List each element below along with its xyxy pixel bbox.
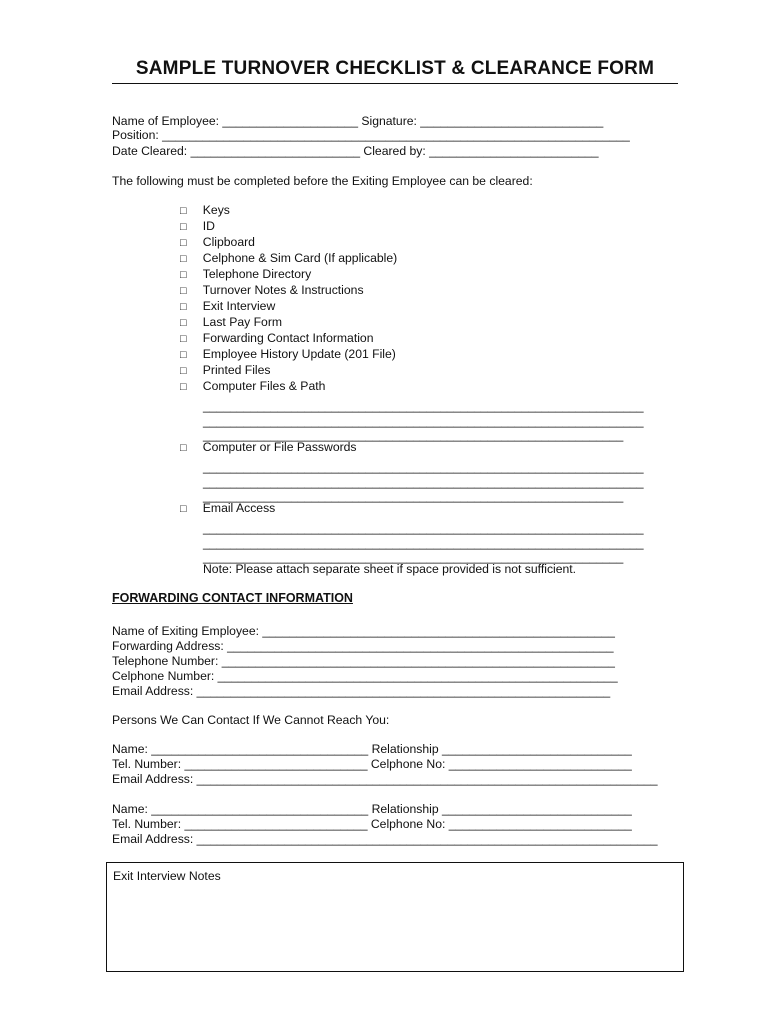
checklist-item[interactable] xyxy=(180,315,282,331)
checklist-intro: The following must be completed before the Exiting Employee can be cleared: xyxy=(112,174,533,188)
checklist-item[interactable] xyxy=(180,331,373,347)
forwarding-address-field[interactable]: Forwarding Address: _________________________________________________________ xyxy=(112,639,614,653)
computer-files-line[interactable]: _________________________________________________________________ xyxy=(203,399,644,413)
checklist-item[interactable] xyxy=(180,267,311,283)
checkbox-icon[interactable]: □ xyxy=(180,285,187,297)
checklist-item-label: Telephone Directory xyxy=(202,267,312,281)
date-cleared-field[interactable]: Date Cleared: _________________________ Cleared by: _________________________ xyxy=(112,144,599,158)
passwords-line[interactable]: _________________________________________________________________ xyxy=(203,460,644,474)
checkbox-icon[interactable]: □ xyxy=(180,442,187,454)
checklist-item-label: Printed Files xyxy=(202,363,271,377)
checklist-item[interactable] xyxy=(180,299,275,315)
contact1-name-relationship-field[interactable]: Name: ________________________________ Relationship ____________________________ xyxy=(112,742,632,756)
checkbox-icon[interactable]: □ xyxy=(180,503,187,515)
telephone-number-field[interactable]: Telephone Number: __________________________________________________________ xyxy=(112,654,615,668)
checklist-item-label: Forwarding Contact Information xyxy=(202,331,374,345)
checklist-item[interactable] xyxy=(180,219,215,235)
checklist-item-label: ID xyxy=(202,219,215,233)
contact1-email-field[interactable]: Email Address: ____________________________________________________________________ xyxy=(112,772,658,786)
contact1-tel-celphone-field[interactable]: Tel. Number: ___________________________ Celphone No: ___________________________ xyxy=(112,757,632,771)
email-address-field[interactable]: Email Address: _____________________________________________________________ xyxy=(112,684,611,698)
email-access-line[interactable]: ______________________________________________________________ xyxy=(203,550,624,564)
checklist-item-label: Turnover Notes & Instructions xyxy=(202,283,364,297)
employee-name-signature-field[interactable]: Name of Employee: ____________________ Signature: ___________________________ xyxy=(112,114,604,128)
checkbox-icon[interactable]: □ xyxy=(180,237,187,249)
contact2-tel-celphone-field[interactable]: Tel. Number: ___________________________ Celphone No: ___________________________ xyxy=(112,817,632,831)
email-access-line[interactable]: _________________________________________________________________ xyxy=(203,521,644,535)
checklist-item-label: Celphone & Sim Card (If applicable) xyxy=(202,251,398,265)
space-note: Note: Please attach separate sheet if space provided is not sufficient. xyxy=(203,562,577,576)
passwords-line[interactable]: ______________________________________________________________ xyxy=(203,489,624,503)
exit-interview-notes-box[interactable] xyxy=(106,862,684,972)
checklist-item[interactable] xyxy=(180,203,230,219)
checklist-item-label: Email Access xyxy=(202,501,276,515)
checklist-item-label: Last Pay Form xyxy=(202,315,283,329)
checklist-item-passwords[interactable] xyxy=(180,440,357,456)
checklist-item[interactable] xyxy=(180,283,364,299)
exit-interview-notes-label: Exit Interview Notes xyxy=(113,869,221,883)
checklist-item[interactable] xyxy=(180,379,325,395)
checkbox-icon[interactable]: □ xyxy=(180,317,187,329)
checklist-item-label: Exit Interview xyxy=(202,299,276,313)
passwords-line[interactable]: _________________________________________________________________ xyxy=(203,475,644,489)
checkbox-icon[interactable]: □ xyxy=(180,253,187,265)
contact2-name-relationship-field[interactable]: Name: ________________________________ Relationship ____________________________ xyxy=(112,802,632,816)
checklist-item-label: Computer or File Passwords xyxy=(202,440,357,454)
computer-files-line[interactable]: _________________________________________________________________ xyxy=(203,414,644,428)
checkbox-icon[interactable]: □ xyxy=(180,205,187,217)
checklist-item-label: Computer Files & Path xyxy=(202,379,326,393)
forwarding-section-heading: FORWARDING CONTACT INFORMATION xyxy=(112,591,353,605)
exiting-employee-name-field[interactable]: Name of Exiting Employee: ____________________________________________________ xyxy=(112,624,615,638)
checklist-item[interactable] xyxy=(180,363,271,379)
checkbox-icon[interactable]: □ xyxy=(180,381,187,393)
position-field[interactable]: Position: _____________________________________________________________________ xyxy=(112,128,630,142)
checklist-item[interactable] xyxy=(180,347,396,363)
persons-contact-intro: Persons We Can Contact If We Cannot Reach You: xyxy=(112,713,390,727)
checkbox-icon[interactable]: □ xyxy=(180,333,187,345)
checkbox-icon[interactable]: □ xyxy=(180,301,187,313)
checkbox-icon[interactable]: □ xyxy=(180,269,187,281)
checklist-item-email[interactable] xyxy=(180,501,275,517)
checklist-item-label: Clipboard xyxy=(202,235,255,249)
form-title: SAMPLE TURNOVER CHECKLIST & CLEARANCE FORM xyxy=(112,58,678,84)
computer-files-line[interactable]: ______________________________________________________________ xyxy=(203,428,624,442)
checkbox-icon[interactable]: □ xyxy=(180,365,187,377)
email-access-line[interactable]: _________________________________________________________________ xyxy=(203,536,644,550)
checklist-item[interactable] xyxy=(180,235,255,251)
checkbox-icon[interactable]: □ xyxy=(180,349,187,361)
checkbox-icon[interactable]: □ xyxy=(180,221,187,233)
checklist-item[interactable] xyxy=(180,251,397,267)
contact2-email-field[interactable]: Email Address: ____________________________________________________________________ xyxy=(112,832,658,846)
checklist-item-label: Employee History Update (201 File) xyxy=(202,347,396,361)
celphone-number-field[interactable]: Celphone Number: ___________________________________________________________ xyxy=(112,669,618,683)
checklist-item-label: Keys xyxy=(202,203,230,217)
